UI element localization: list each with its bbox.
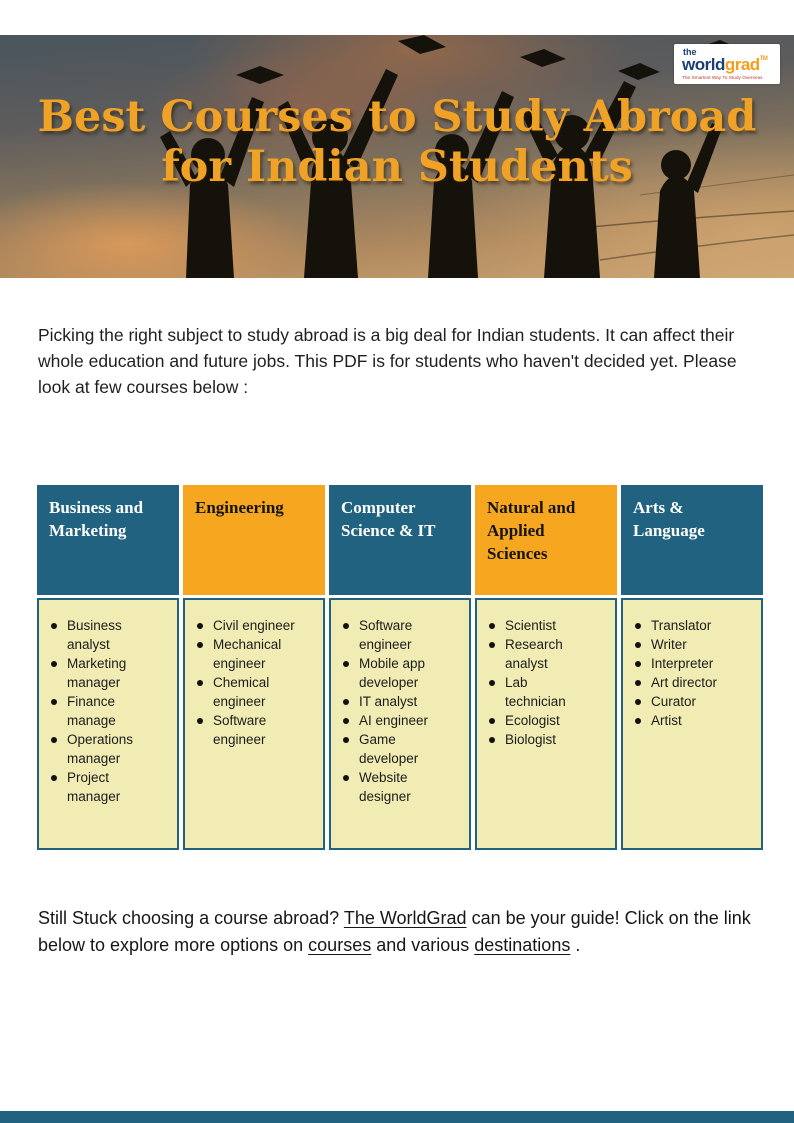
logo-the-text: the bbox=[683, 47, 697, 57]
logo-wordmark bbox=[682, 55, 767, 74]
career-list-item: AI engineer bbox=[359, 711, 445, 730]
career-list-item: Civil engineer bbox=[213, 616, 299, 635]
column-header: Computer Science & IT bbox=[329, 485, 471, 595]
career-list bbox=[185, 616, 323, 749]
career-list-item: Project manager bbox=[67, 768, 153, 806]
hero-banner bbox=[0, 35, 794, 278]
career-list bbox=[623, 616, 761, 730]
career-list-item: Marketing manager bbox=[67, 654, 153, 692]
column-business-marketing bbox=[37, 485, 179, 850]
footer-color-bar bbox=[0, 1111, 794, 1123]
column-body bbox=[183, 598, 325, 850]
career-list-item: Ecologist bbox=[505, 711, 591, 730]
logo-trademark: TM bbox=[759, 56, 768, 62]
career-list-item: Interpreter bbox=[651, 654, 737, 673]
worldgrad-logo bbox=[674, 44, 780, 84]
page-title-line1: Best Courses to Study Abroad bbox=[37, 92, 757, 142]
destinations-link[interactable]: destinations bbox=[474, 935, 571, 955]
courses-link[interactable]: courses bbox=[308, 935, 372, 955]
career-list-item: Research analyst bbox=[505, 635, 591, 673]
career-list-item: Mobile app developer bbox=[359, 654, 445, 692]
career-list-item: Chemical engineer bbox=[213, 673, 299, 711]
column-body bbox=[621, 598, 763, 850]
logo-world-text: world bbox=[682, 55, 725, 74]
column-body bbox=[475, 598, 617, 850]
column-arts-language bbox=[621, 485, 763, 850]
column-computer-science-it bbox=[329, 485, 471, 850]
footer-text-mid1: can be your guide! Click on the link below to explore more options on bbox=[38, 908, 751, 955]
career-list bbox=[39, 616, 177, 806]
career-list-item: Finance manage bbox=[67, 692, 153, 730]
career-list-item: Lab technician bbox=[505, 673, 591, 711]
column-header: Engineering bbox=[183, 485, 325, 595]
courses-table bbox=[37, 485, 763, 850]
intro-paragraph: Picking the right subject to study abroad is a big deal for Indian students. It can affect their whole education and future jobs. This PDF is for students who haven't decided yet. Please look at few courses below : bbox=[38, 325, 737, 397]
column-body bbox=[329, 598, 471, 850]
career-list-item: Scientist bbox=[505, 616, 591, 635]
career-list-item: Artist bbox=[651, 711, 737, 730]
column-header: Arts & Language bbox=[621, 485, 763, 595]
career-list-item: Software engineer bbox=[213, 711, 299, 749]
column-header: Natural and Applied Sciences bbox=[475, 485, 617, 595]
career-list-item: Website designer bbox=[359, 768, 445, 806]
career-list-item: Art director bbox=[651, 673, 737, 692]
logo-tagline: The Smartest Way To Study Overseas bbox=[682, 75, 763, 81]
column-header: Business and Marketing bbox=[37, 485, 179, 595]
page-title bbox=[0, 93, 794, 193]
footer-text-suffix: . bbox=[570, 935, 581, 955]
column-engineering bbox=[183, 485, 325, 850]
column-body bbox=[37, 598, 179, 850]
career-list-item: Curator bbox=[651, 692, 737, 711]
career-list bbox=[331, 616, 469, 806]
career-list-item: Game developer bbox=[359, 730, 445, 768]
career-list-item: Business analyst bbox=[67, 616, 153, 654]
footer-text-prefix: Still Stuck choosing a course abroad? bbox=[38, 908, 344, 928]
footer-paragraph bbox=[38, 905, 763, 959]
career-list-item: IT analyst bbox=[359, 692, 445, 711]
worldgrad-link[interactable]: The WorldGrad bbox=[343, 908, 467, 928]
career-list-item: Software engineer bbox=[359, 616, 445, 654]
career-list-item: Writer bbox=[651, 635, 737, 654]
career-list-item: Mechanical engineer bbox=[213, 635, 299, 673]
column-natural-applied-sciences bbox=[475, 485, 617, 850]
footer-text-mid2: and various bbox=[371, 935, 475, 955]
career-list-item: Biologist bbox=[505, 730, 591, 749]
career-list bbox=[477, 616, 615, 749]
career-list-item: Operations manager bbox=[67, 730, 153, 768]
page-title-line2: for Indian Students bbox=[161, 141, 633, 192]
career-list-item: Translator bbox=[651, 616, 737, 635]
logo-grad-text: grad bbox=[724, 55, 760, 74]
